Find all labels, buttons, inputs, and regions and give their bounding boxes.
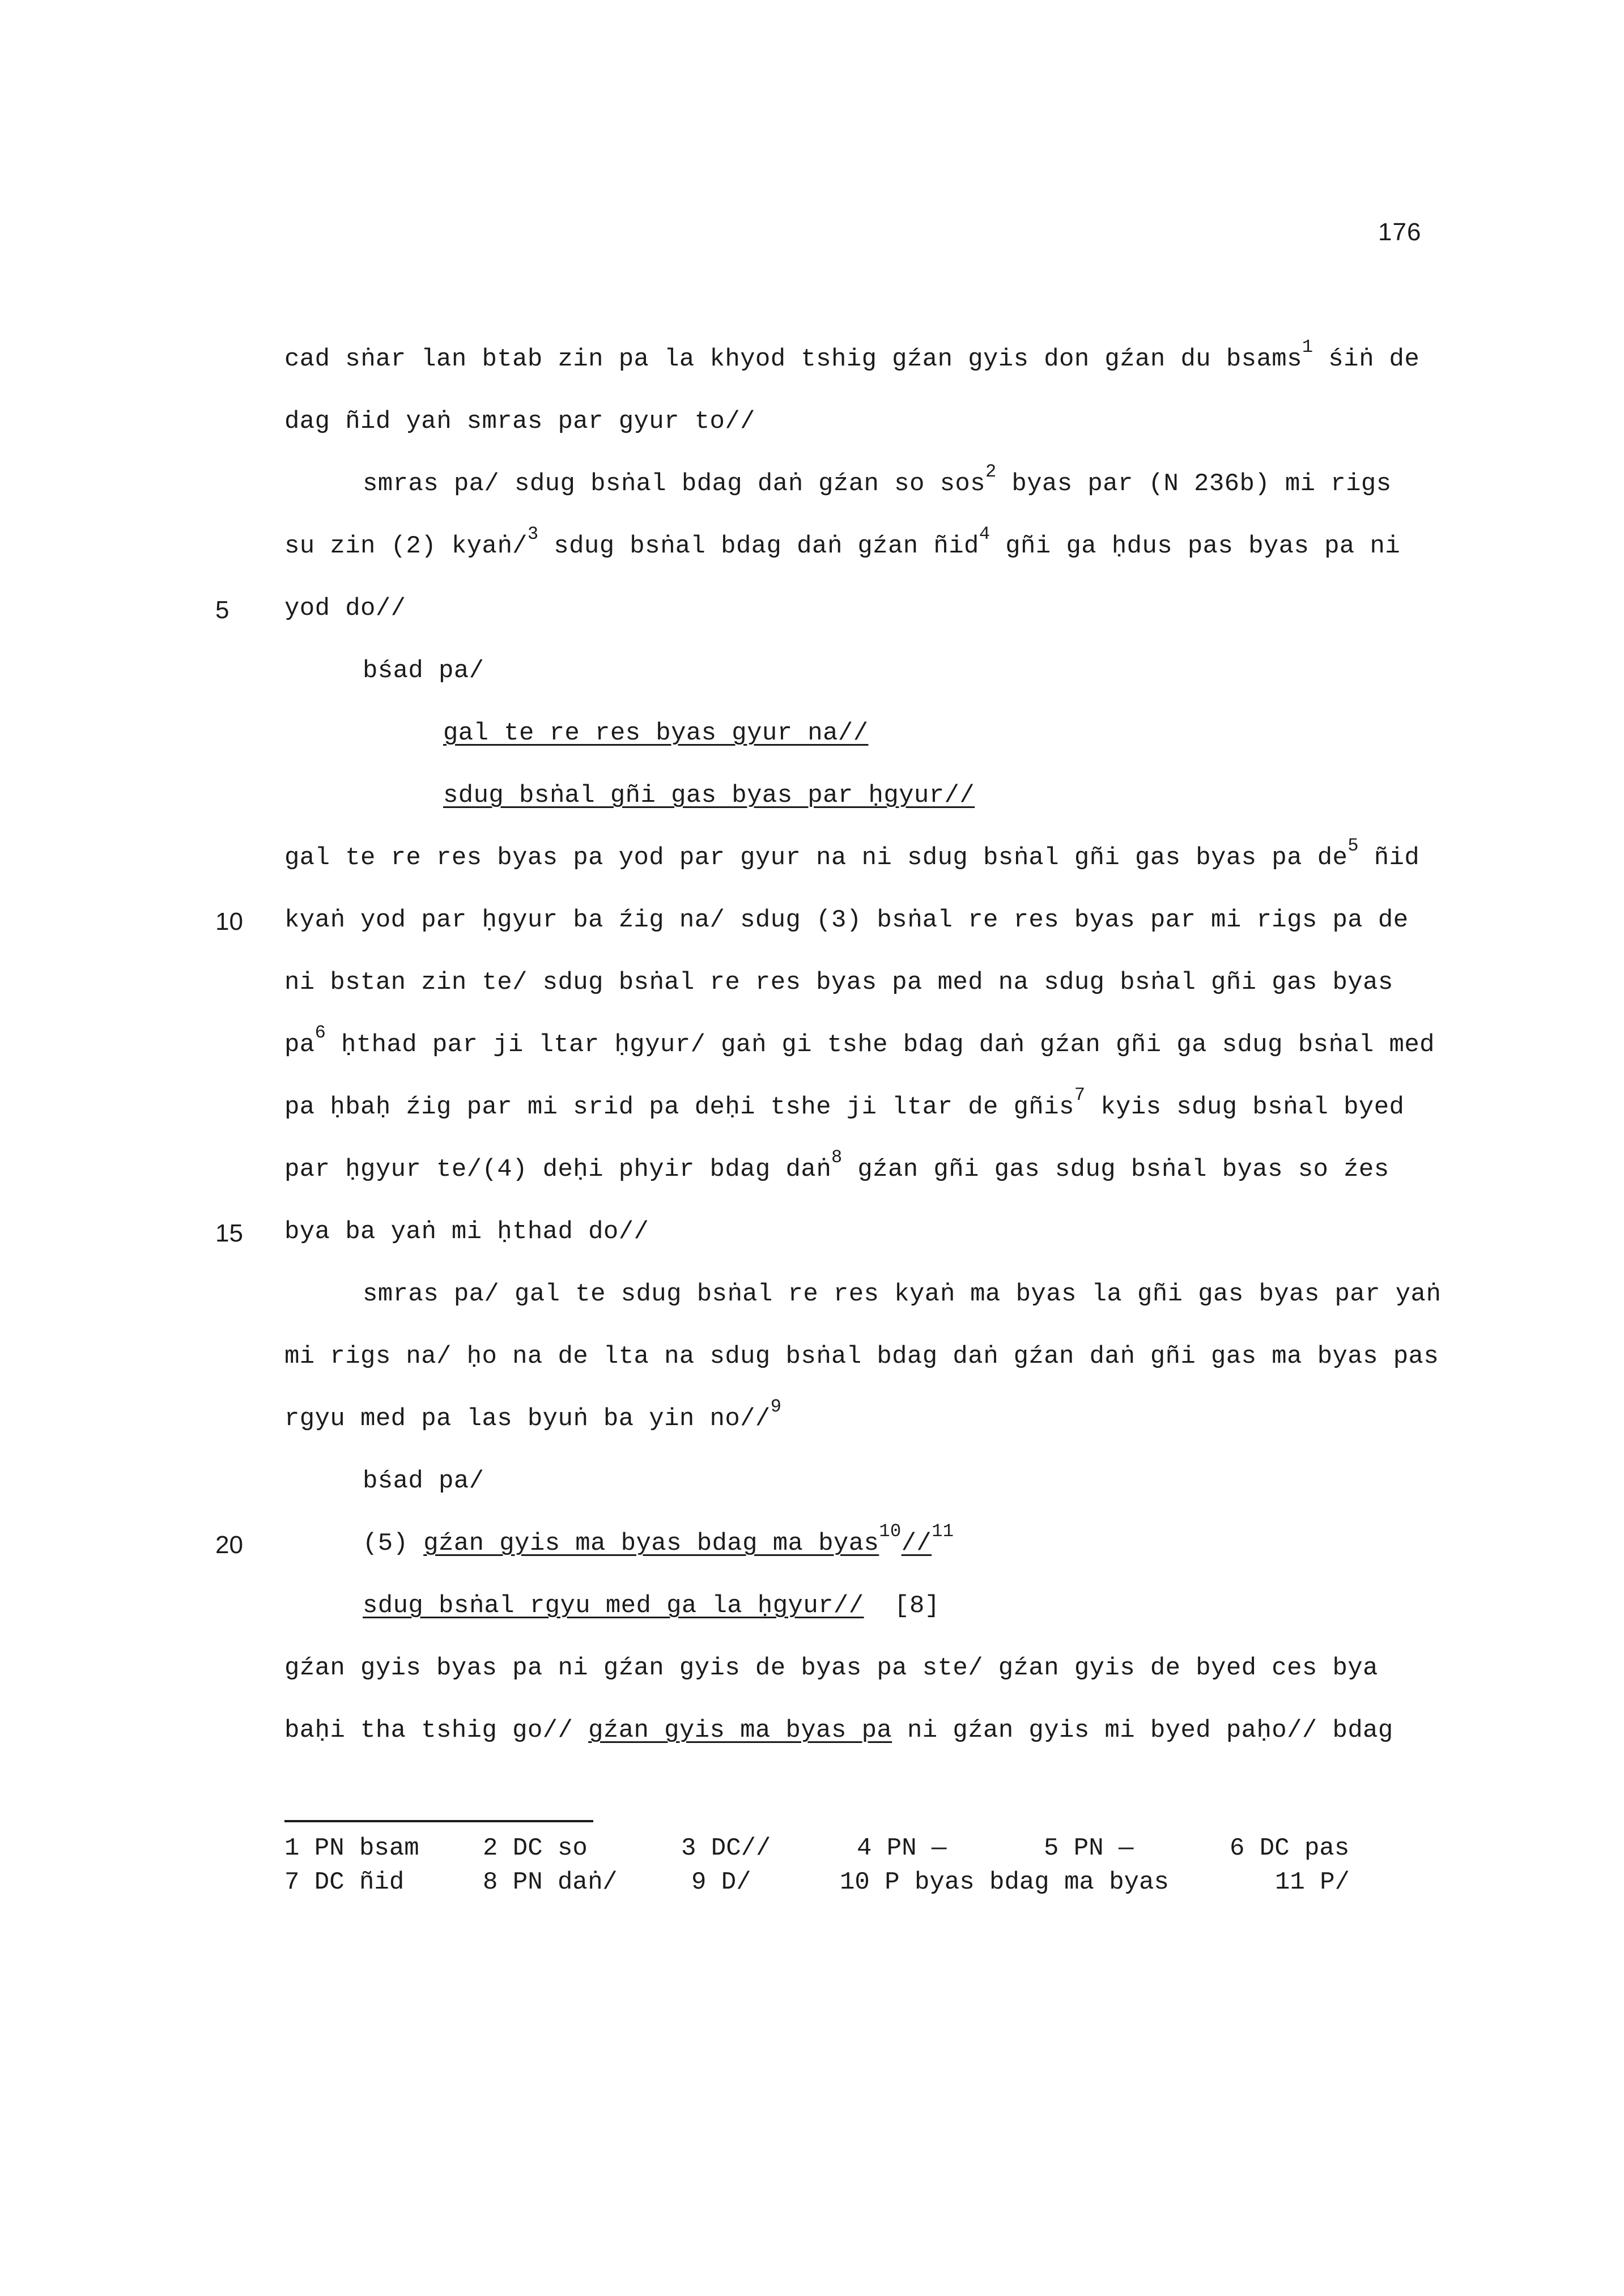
text-line-14: par ḥgyur te/(4) deḥi phyir bdag daṅ$^8$ gźan gñi gas sdug bsṅal byas so źes <box>284 1147 1389 1184</box>
footnote-ref-3[interactable]: 3 <box>527 524 539 545</box>
text-line-13: pa ḥbaḥ źig par mi srid pa deḥi tshe ji ltar de gñis$^7$ kyis sdug bsṅal byed <box>284 1085 1405 1121</box>
footnote-7: 7 DC ñid <box>284 1868 405 1897</box>
text-line-4: su zin (2) kyaṅ/$^3$ sdug bsṅal bdag daṅ gźan ñid$^4$ gñi ga ḥdus pas byas pa ni <box>284 524 1401 560</box>
text-line-19: bśad pa/ <box>363 1467 484 1495</box>
text-line-5: yod do// <box>284 594 406 623</box>
text-line-22: gźan gyis byas pa ni gźan gyis de byas pa ste/ gźan gyis de byed ces bya <box>284 1654 1378 1682</box>
footnote-10: 10 P byas bdag ma byas <box>840 1868 1169 1897</box>
footnote-ref-10[interactable]: 10 <box>879 1521 902 1542</box>
verse-line-2: sdug bsṅal gñi gas byas par ḥgyur// <box>443 781 975 810</box>
verse-line-3: (5) gźan gyis ma byas bdag ma byas$^{10}$//$^{11}$ <box>363 1521 954 1558</box>
footnote-8: 8 PN daṅ/ <box>483 1868 618 1897</box>
footnote-ref-5[interactable]: 5 <box>1347 835 1359 857</box>
text-line-10: kyaṅ yod par ḥgyur ba źig na/ sdug (3) bsṅal re res byas par mi rigs pa de <box>284 906 1409 934</box>
line-number-10: 10 <box>215 908 243 936</box>
footnote-2: 2 DC so <box>483 1834 588 1863</box>
text-line-11: ni bstan zin te/ sdug bsṅal re res byas pa med na sdug bsṅal gñi gas byas <box>284 968 1393 997</box>
footnote-ref-11[interactable]: 11 <box>932 1521 954 1542</box>
footnote-ref-2[interactable]: 2 <box>985 461 997 483</box>
verse-line-1: gal te re res byas gyur na// <box>443 719 869 747</box>
text-line-17: mi rigs na/ ḥo na de lta na sdug bsṅal bdag daṅ gźan daṅ gñi gas ma byas pas <box>284 1342 1439 1371</box>
footnote-5: 5 PN — <box>1044 1834 1134 1863</box>
footnote-9: 9 D/ <box>691 1868 751 1897</box>
line-number-5: 5 <box>215 596 229 624</box>
footnote-ref-8[interactable]: 8 <box>831 1147 843 1168</box>
text-line-16: smras pa/ gal te sdug bsṅal re res kyaṅ ma byas la gñi gas byas par yaṅ <box>363 1280 1442 1308</box>
text-line-6: bśad pa/ <box>363 657 484 685</box>
line-number-20: 20 <box>215 1531 243 1559</box>
line-number-15: 15 <box>215 1219 243 1247</box>
text-line-18: rgyu med pa las byuṅ ba yin no//$^9$ <box>284 1396 782 1433</box>
footnote-6: 6 DC pas <box>1230 1834 1350 1863</box>
footnote-3: 3 DC// <box>681 1834 771 1863</box>
text-line-9: gal te re res byas pa yod par gyur na ni sdug bsṅal gñi gas byas pa $de^5$ ñid <box>284 835 1420 872</box>
footnotes-row-2 <box>284 1868 1350 2019</box>
footnote-ref-9[interactable]: 9 <box>770 1396 782 1418</box>
footnote-separator <box>284 1820 593 1822</box>
verse-line-4: sdug bsṅal rgyu med ga la ḥgyur// [8] <box>363 1592 940 1620</box>
footnote-ref-1[interactable]: 1 <box>1302 337 1313 358</box>
footnote-1: 1 PN bsam <box>284 1834 419 1863</box>
footnote-4: 4 PN — <box>857 1834 947 1863</box>
text-line-3: smras pa/ sdug bsṅal bdag daṅ gźan so sos$^2$ byas par (N 236b) mi rigs <box>363 461 1392 498</box>
text-line-2: dag ñid yaṅ smras par gyur to// <box>284 407 755 436</box>
footnote-11: 11 P/ <box>1275 1868 1350 1897</box>
text-line-23: baḥi tha tshig go// gźan gyis ma byas pa ni gźan gyis mi byed paḥo// bdag <box>284 1716 1393 1745</box>
footnote-ref-7[interactable]: 7 <box>1074 1085 1086 1106</box>
footnote-ref-4[interactable]: 4 <box>979 524 990 545</box>
page-number: 176 <box>1378 218 1422 246</box>
verse-reference: [8] <box>894 1592 940 1620</box>
text-line-1: cad sṅar lan btab zin pa la khyod tshig gźan gyis don gźan du bsams$^1$ śiṅ de <box>284 337 1420 373</box>
text-line-12: $pa^6$ ḥthad par ji ltar ḥgyur/ gaṅ gi tshe bdag daṅ gźan gñi ga sdug bsṅal med <box>284 1022 1435 1059</box>
text-line-15: bya ba yaṅ mi ḥthad do// <box>284 1218 649 1246</box>
footnote-ref-6[interactable]: 6 <box>314 1022 326 1044</box>
